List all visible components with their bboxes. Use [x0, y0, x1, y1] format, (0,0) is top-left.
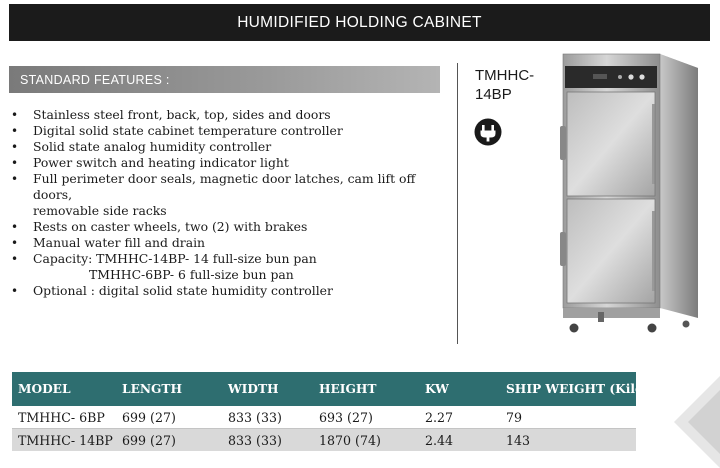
- specifications-table: [12, 372, 656, 451]
- table-cell: 143: [500, 429, 636, 452]
- feature-item: • Full perimeter door seals, magnetic door latches, cam lift off doors, removable side racks: [9, 171, 449, 219]
- table-row: [12, 406, 636, 429]
- table-cell: 2.27: [419, 406, 500, 429]
- table-cell: TMHHC- 6BP: [12, 406, 116, 429]
- electric-plug-icon: [474, 118, 502, 146]
- feature-item: • Manual water fill and drain: [9, 235, 449, 251]
- product-model-label: TMHHC- 14BP: [475, 67, 535, 103]
- table-cell: 699 (27): [116, 406, 222, 429]
- table-cell: 833 (33): [222, 406, 313, 429]
- vertical-divider: [457, 63, 458, 344]
- features-list: [9, 107, 449, 299]
- feature-item: • Digital solid state cabinet temperature controller: [9, 123, 449, 139]
- feature-item: • Stainless steel front, back, top, sides and doors: [9, 107, 449, 123]
- table-cell: 79: [500, 406, 636, 429]
- features-header: STANDARD FEATURES :: [9, 66, 440, 93]
- feature-item: • Rests on caster wheels, two (2) with brakes: [9, 219, 449, 235]
- page-title: HUMIDIFIED HOLDING CABINET: [9, 4, 710, 41]
- previous-arrow-icon[interactable]: [672, 376, 720, 468]
- column-header: LENGTH: [116, 372, 222, 406]
- feature-continuation: removable side racks: [33, 203, 167, 218]
- table-cell: TMHHC- 14BP: [12, 429, 116, 452]
- table-cell: 833 (33): [222, 429, 313, 452]
- column-header: KW: [419, 372, 500, 406]
- table-cell: 693 (27): [313, 406, 419, 429]
- table-cell: 1870 (74): [313, 429, 419, 452]
- feature-item: • Power switch and heating indicator light: [9, 155, 449, 171]
- feature-item: • Solid state analog humidity controller: [9, 139, 449, 155]
- table-header-row: [12, 372, 636, 406]
- column-header: HEIGHT: [313, 372, 419, 406]
- feature-continuation: TMHHC-6BP- 6 full-size bun pan: [89, 267, 294, 282]
- table-row: [12, 429, 636, 452]
- feature-item: • Optional : digital solid state humidity controller: [9, 283, 449, 299]
- feature-item: • Capacity: TMHHC-14BP- 14 full-size bun pan TMHHC-6BP- 6 full-size bun pan: [9, 251, 449, 283]
- holding-cabinet-image: [548, 46, 708, 344]
- column-header: SHIP WEIGHT (Kilos): [500, 372, 636, 406]
- column-header: MODEL: [12, 372, 116, 406]
- table-cell: 699 (27): [116, 429, 222, 452]
- column-header: WIDTH: [222, 372, 313, 406]
- table-cell: 2.44: [419, 429, 500, 452]
